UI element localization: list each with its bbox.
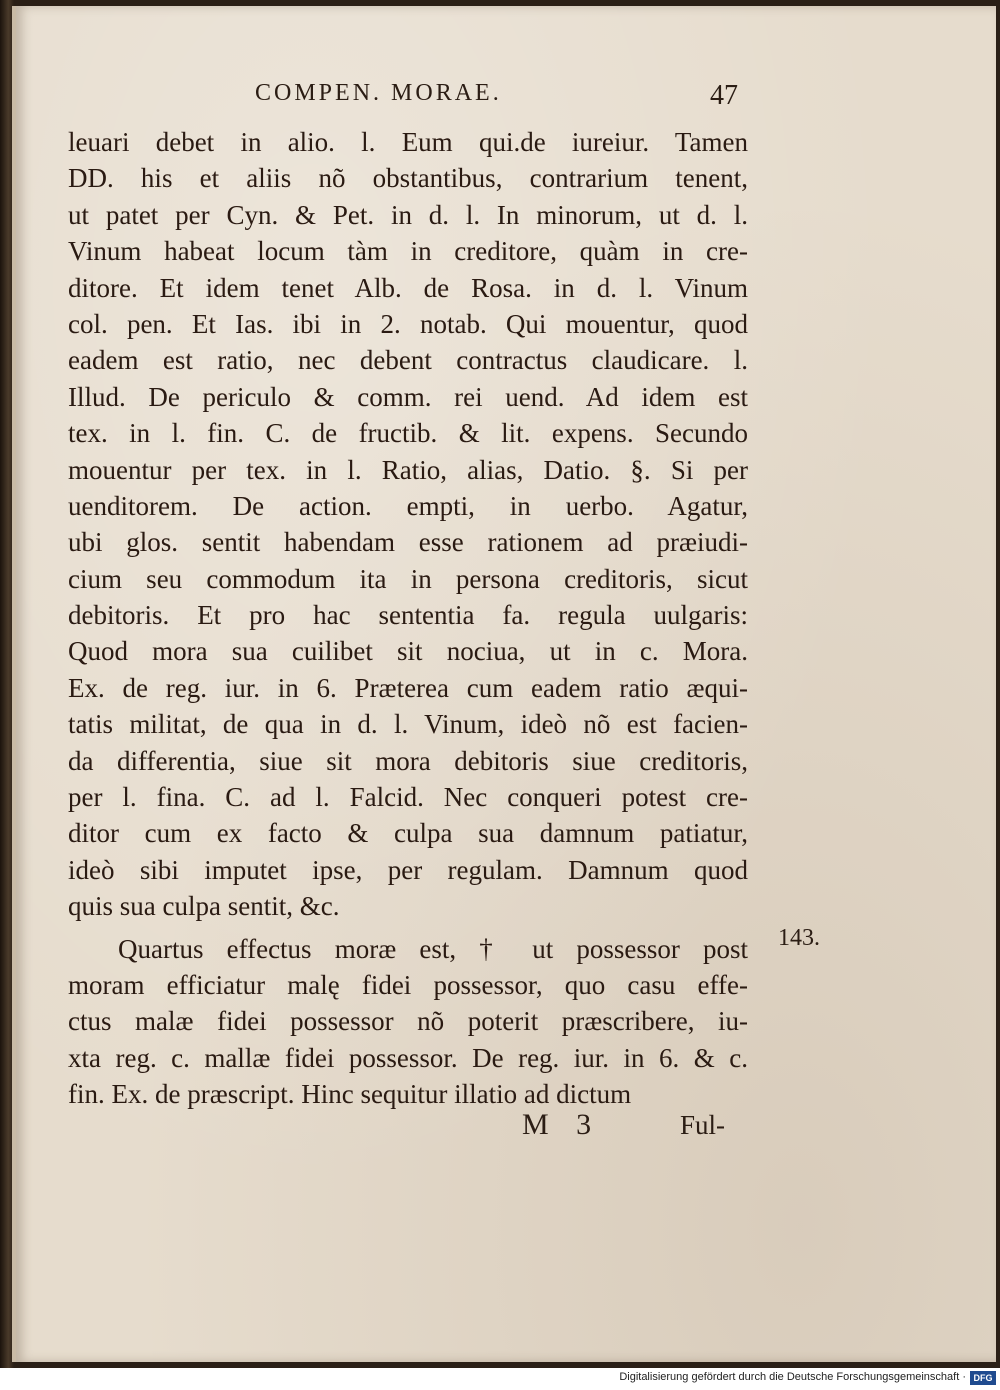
page-number: 47 [710,80,738,111]
text-line: mouentur per tex. in l. Ratio, alias, Datio. §. Si per [68,454,748,485]
catchword: Ful- [680,1110,726,1140]
footer-bar [0,1368,1000,1390]
text-line: ditore. Et idem tenet Alb. de Rosa. in d. l. Vinum [68,272,748,303]
text-line: leuari debet in alio. l. Eum qui.de iureiur. Tamen [68,127,748,157]
signature-mark: M 3 [522,1108,592,1141]
text-line: eadem est ratio, nec debent contractus claudicare. l. [68,345,748,376]
text-line: debitoris. Et pro hac sententia fa. regula uulgaris: [68,600,748,631]
text-line: Quartus effectus moræ est, † ut possessor post [118,933,748,964]
text-line: fin. Ex. de præscript. Hinc sequitur illatio ad dictum [68,1079,632,1110]
text-line: ctus malæ fidei possessor nõ poterit præscribere, iu- [68,1006,748,1037]
running-head: COMPEN. MORAE. [255,80,502,106]
text-line: DD. his et aliis nõ obstantibus, contrarium tenent, [68,163,748,194]
text-line: xta reg. c. mallæ fidei possessor. De reg. iur. in 6. & c. [68,1042,748,1073]
paragraph-1 [68,124,748,925]
text-line: col. pen. Et Ias. ibi in 2. notab. Qui mouentur, quod [68,308,748,339]
text-line: cium seu commodum ita in persona creditoris, sicut [68,563,748,594]
text-line: da differentia, siue sit mora debitoris siue creditoris, [68,745,748,776]
text-line: Quod mora sua cuilibet sit nociua, ut in c. Mora. [68,636,748,667]
margin-note: 143. [778,925,820,951]
text-line: ditor cum ex facto & culpa sua damnum patiatur, [68,818,748,849]
text-line: ubi glos. sentit habendam esse rationem ad præiudi- [68,527,748,558]
footer-credit: Digitalisierung gefördert durch die Deutsche Forschungsgemeinschaft · [619,1371,966,1383]
text-line: quis sua culpa sentit, &c. [68,891,340,922]
text-line: Vinum habeat locum tàm in creditore, quàm in cre- [68,236,748,267]
text-line: Ex. de reg. iur. in 6. Præterea cum eadem ratio æqui- [68,672,748,703]
text-line: ideò sibi imputet ipse, per regulam. Damnum quod [68,854,748,885]
text-line: tatis militat, de qua in d. l. Vinum, ideò nõ est facien- [68,709,748,740]
dfg-logo: DFG [970,1371,996,1385]
paragraph-2 [68,931,748,1113]
text-line: per l. fina. C. ad l. Falcid. Nec conqueri potest cre- [68,782,748,813]
text-line: Illud. De periculo & comm. rei uend. Ad idem est [68,381,748,412]
text-line: ut patet per Cyn. & Pet. in d. l. In minorum, ut d. l. [68,199,748,230]
text-line: tex. in l. fin. C. de fructib. & lit. expens. Secundo [68,418,748,449]
main-text-block [68,124,748,1113]
text-line: uenditorem. De action. empti, in uerbo. Agatur, [68,490,748,521]
text-line: moram efficiatur malę fidei possessor, quo casu effe- [68,969,748,1000]
